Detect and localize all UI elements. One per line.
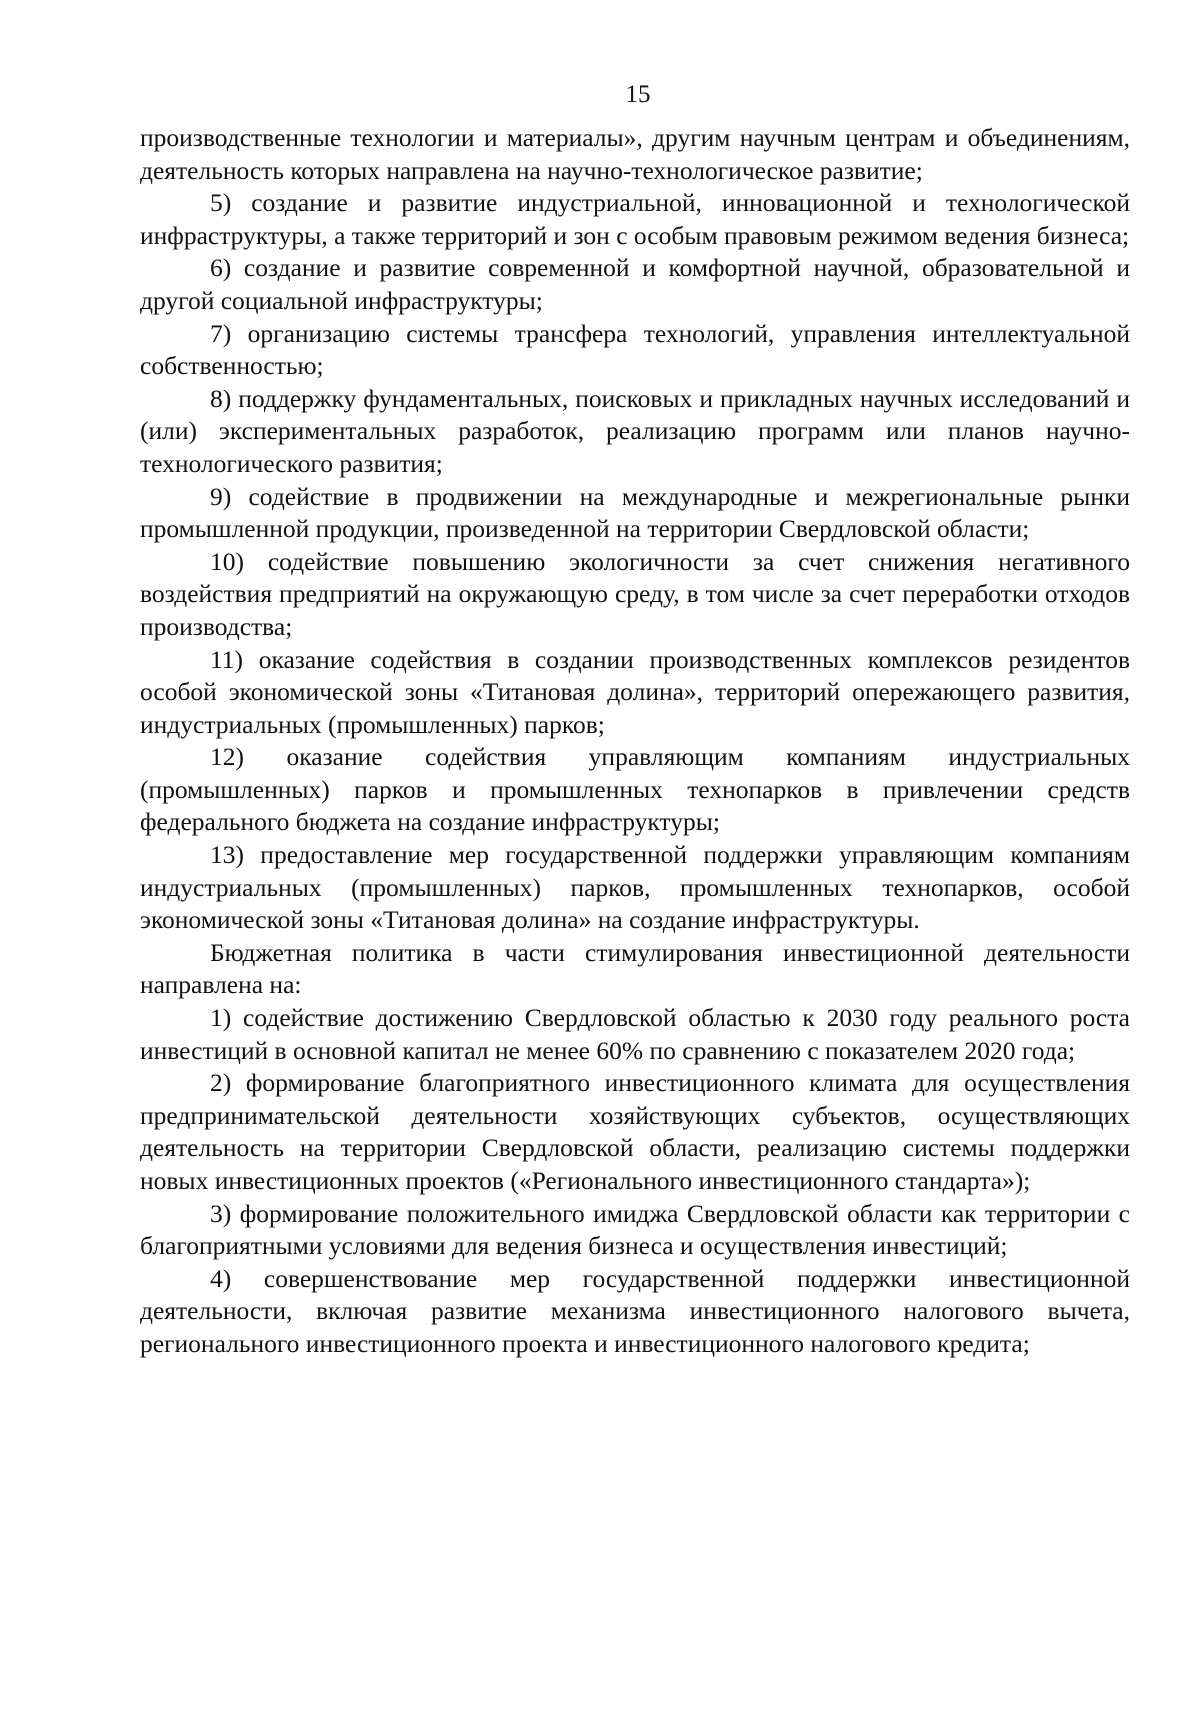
- paragraph-item-6: 6) создание и развитие современной и комфортной научной, образовательной и другой социальной инфраструктуры;: [140, 253, 1130, 315]
- document-body: [140, 122, 1130, 1361]
- paragraph-continuation: производственные технологии и материалы», другим научным центрам и объединениям, деятельность которых направлена на научно-технологическое развитие;: [140, 123, 1130, 185]
- paragraph-item-12: 12) оказание содействия управляющим компаниям индустриальных (промышленных) парков и промышленных технопарков в привлечении средств федерального бюджета на создание инфраструктуры;: [140, 742, 1130, 837]
- paragraph-investment-item-1: 1) содействие достижению Свердловской областью к 2030 году реального роста инвестиций в основной капитал не менее 60% по сравнению с показателем 2020 года;: [140, 1003, 1130, 1065]
- paragraph-investment-item-4: 4) совершенствование мер государственной поддержки инвестиционной деятельности, включая развитие механизма инвестиционного налогового вычета, регионального инвестиционного проекта и инвестиционного налогового кредита;: [140, 1263, 1130, 1358]
- paragraph-investment-item-3: 3) формирование положительного имиджа Свердловской области как территории с благоприятными условиями для ведения бизнеса и осуществления инвестиций;: [140, 1198, 1130, 1261]
- paragraph-item-11: 11) оказание содействия в создании производственных комплексов резидентов особой экономической зоны «Титановая долина», территорий опережающего развития, индустриальных (промышленных) парков;: [140, 644, 1130, 739]
- paragraph-investment-item-2: 2) формирование благоприятного инвестиционного климата для осуществления предпринимательской деятельности хозяйствующих субъектов, осуществляющих деятельность на территории Свердловской области, реализацию системы поддержки новых инвестиционных проектов («Регионального инвестиционного стандарта»);: [140, 1068, 1130, 1195]
- paragraph-investment-intro: Бюджетная политика в части стимулирования инвестиционной деятельности направлена на:: [140, 937, 1130, 1000]
- paragraph-item-5: 5) создание и развитие индустриальной, инновационной и технологической инфраструктуры, а также территорий и зон с особым правовым режимом ведения бизнеса;: [140, 188, 1130, 250]
- paragraph-item-9: 9) содействие в продвижении на международные и межрегиональные рынки промышленной продукции, произведенной на территории Свердловской области;: [140, 481, 1130, 544]
- page-number: 15: [625, 81, 651, 108]
- paragraph-item-13: 13) предоставление мер государственной поддержки управляющим компаниям индустриальных (промышленных) парков, промышленных технопарков, особой экономической зоны «Титановая долина» на создание инфраструктуры.: [140, 840, 1130, 935]
- paragraph-item-7: 7) организацию системы трансфера технологий, управления интеллектуальной собственностью;: [140, 318, 1130, 381]
- paragraph-item-8: 8) поддержку фундаментальных, поисковых и прикладных научных исследований и (или) экспериментальных разработок, реализацию программ или планов научно-технологического развития;: [140, 383, 1130, 478]
- paragraph-item-10: 10) содействие повышению экологичности за счет снижения негативного воздействия предприятий на окружающую среду, в том числе за счет переработки отходов производства;: [140, 546, 1130, 641]
